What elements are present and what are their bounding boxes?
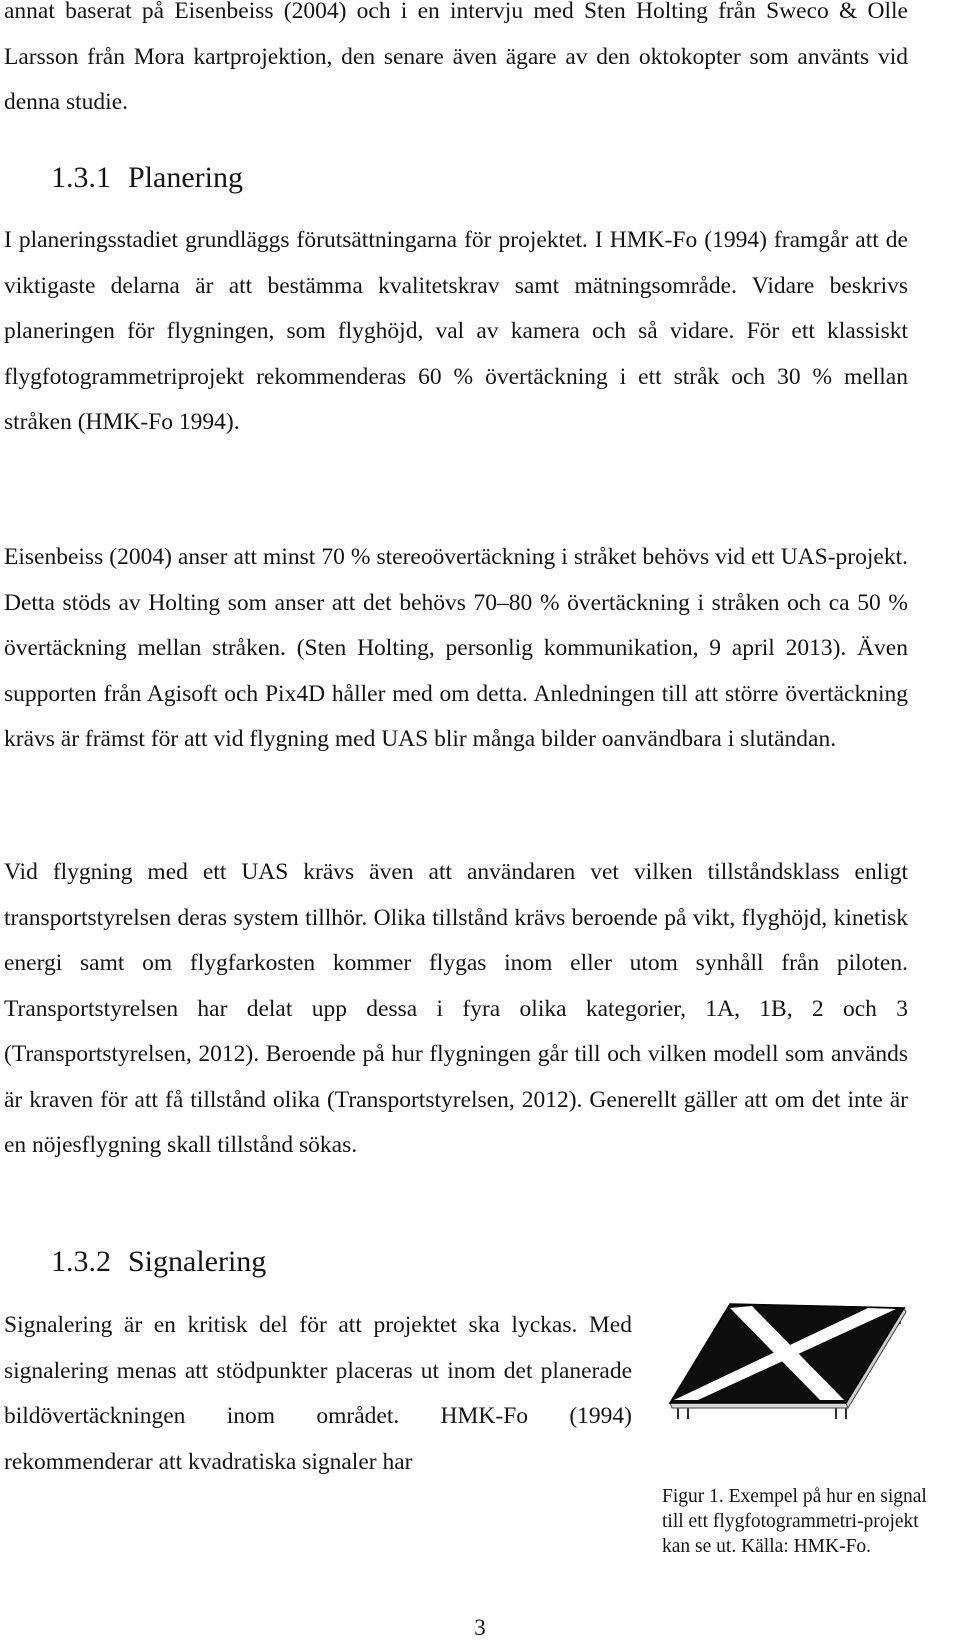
signal-target-illustration [670,1304,906,1419]
page-number: 3 [474,1615,486,1640]
paragraph-permits: Vid flygning med ett UAS krävs även att användaren vet vilken tillståndsklass enligt transportstyrelsen deras system tillhör. Olika tillstånd krävs beroende på vikt, flyghöjd, kinetisk energi samt om flygfarkosten kommer flygas inom eller utom synhåll från piloten. Transportstyrelsen har delat upp dessa i fyra olika kategorier, 1A, 1B, 2 och 3 (Transportstyrelsen, 2012). Beroende på hur flygningen går till och vilken modell som används är kraven för att få tillstånd olika (Transportstyrelsen, 2012). Generellt gäller att om det inte är en nöjesflygning skall tillstånd sökas. [4,859,908,1158]
section-heading-signalering [51,1242,266,1282]
paragraph-intro: annat baserat på Eisenbeiss (2004) och i en intervju med Sten Holting från Sweco & Olle Larsson från Mora kartprojektion, den senare även ägare av den oktokopter som använts vid denna studie. [4,0,908,115]
signal-target-figure [668,1300,908,1420]
section-heading-planering [51,158,243,198]
section-title: Signalering [128,1245,267,1278]
section-title: Planering [128,161,243,194]
paragraph-signalering: Signalering är en kritisk del för att projektet ska lyckas. Med signalering menas att stödpunkter placeras ut inom det planerade bildövertäckningen inom området. HMK-Fo (1994) rekommenderar att kvadratiska signaler har [4,1312,632,1475]
section-number: 1.3.2 [51,1245,111,1278]
figure-caption: Figur 1. Exempel på hur en signal till ett flygfotogrammetri-projekt kan se ut. Källa: HMK-Fo. [662,1486,927,1557]
paragraph-planering: I planeringsstadiet grundläggs förutsättningarna för projektet. I HMK-Fo (1994) framgår att de viktigaste delarna är att bestämma kvalitetskrav samt mätningsområde. Vidare beskrivs planeringen för flygningen, som flyghöjd, val av kamera och så vidare. För ett klassiskt flygfotogrammetriprojekt rekommenderas 60 % övertäckning i ett stråk och 30 % mellan stråken (HMK-Fo 1994). [4,227,908,435]
section-number: 1.3.1 [51,161,111,194]
paragraph-overlap: Eisenbeiss (2004) anser att minst 70 % stereoövertäckning i stråket behövs vid ett UAS-projekt. Detta stöds av Holting som anser att det behövs 70–80 % övertäckning i stråken och ca 50 % övertäckning mellan stråken. (Sten Holting, personlig kommunikation, 9 april 2013). Även supporten från Agisoft och Pix4D håller med om detta. Anledningen till att större övertäckning krävs är främst för att vid flygning med UAS blir många bilder oanvändbara i slutändan. [4,544,908,752]
